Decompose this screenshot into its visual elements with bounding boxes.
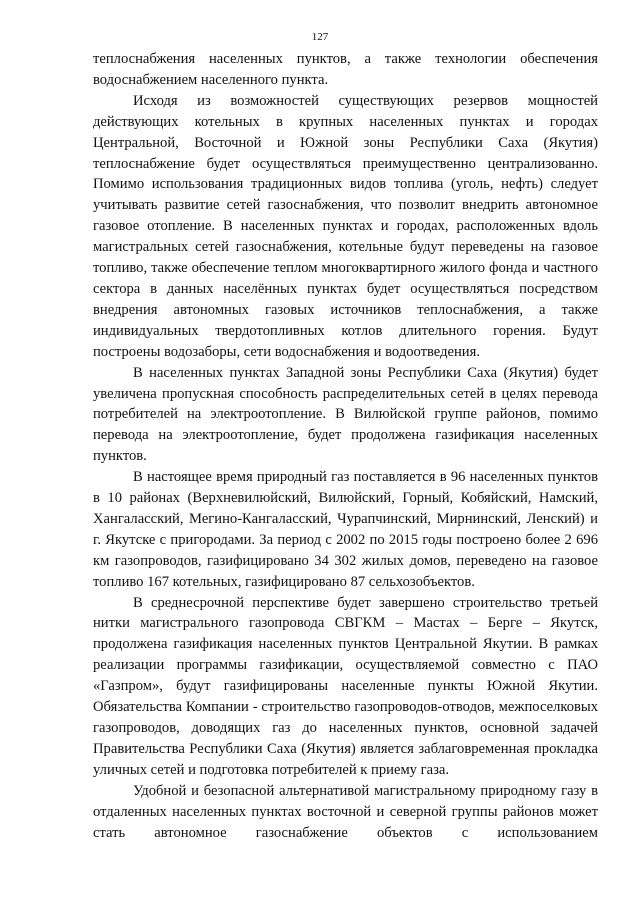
paragraph-autonomous-gas: Удобной и безопасной альтернативой магистральному природному газу в отдаленных населенных пунктах восточной и северной группы районов может стать автономное газоснабжение объектов с использованием — [93, 782, 598, 841]
body-text — [93, 49, 598, 843]
paragraph-central-heating: Исходя из возможностей существующих резервов мощностей действующих котельных в крупных населенных пунктах и городах Центральной, Восточной и Южной зоны Республики Саха (Якутия) теплоснабжение будет осуществляться преимущественно централизованно. Помимо использования традиционных видов топлива (уголь, нефть) следует учитывать развитие сетей газоснабжения, что позволит внедрить автономное газовое отопление. В населенных пунктах и городах, расположенных вдоль магистральных сетей газоснабжения, котельные будут переведены на газовое топливо, также обеспечение теплом многоквартирного жилого фонда и частного сектора в данных населённых пунктах будет осуществляться посредством внедрения автономных газовых источников теплоснабжения, а также индивидуальных твердотопливных котлов длительного горения. Будут построены водозаборы, сети водоснабжения и водоотведения. — [93, 92, 598, 360]
paragraph-medium-term-outlook: В среднесрочной перспективе будет завершено строительство третьей нитки магистрального газопровода СВГКМ – Мастах – Берге – Якутск, продолжена газификация населенных пунктов Центральной Якутии. В рамках реализации программы газификации, осуществляемой совместно с ПАО «Газпром», будут газифицированы населенные пункты Южной Якутии. Обязательства Компании - строительство газопроводов-отводов, межпоселковых газопроводов, доводящих газ до населенных пунктов, основной задачей Правительства Республики Саха (Якутия) является заблаговременная прокладка уличных сетей и подготовка потребителей к приему газа. — [93, 594, 598, 778]
paragraph-western-zone: В населенных пунктах Западной зоны Республики Саха (Якутия) будет увеличена пропускная способность распределительных сетей в целях перевода потребителей на электроотопление. В Вилюйской группе районов, помимо перевода на электроотопление, будет продолжена газификация населенных пунктов. — [93, 364, 598, 465]
page-number: 127 — [311, 31, 329, 43]
paragraph-heat-supply-continued: теплоснабжения населенных пунктов, а также технологии обеспечения водоснабжением населенного пункта. — [93, 51, 598, 88]
paragraph-natural-gas-supply: В настоящее время природный газ поставляется в 96 населенных пунктов в 10 районах (Верхневилюйский, Вилюйский, Горный, Кобяйский, Намский, Хангаласский, Мегино-Кангаласский, Чурапчинский, Мирнинский, Ленский) и г. Якутске с пригородами. За период с 2002 по 2015 годы построено более 2 696 км газопроводов, газифицировано 34 302 жилых домов, переведено на газовое топливо 167 котельных, газифицировано 87 сельхозобъектов. — [93, 469, 598, 590]
